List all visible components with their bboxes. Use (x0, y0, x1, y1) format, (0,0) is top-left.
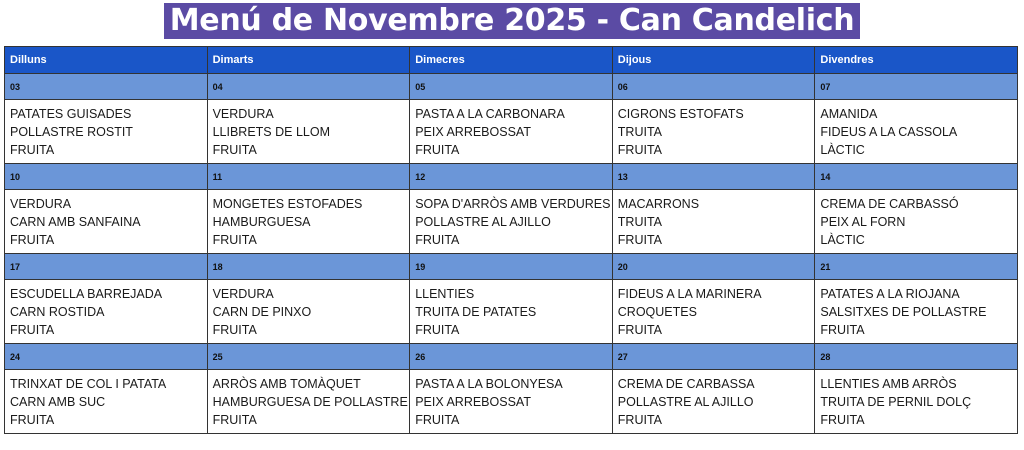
dish-item: TRUITA DE PERNIL DOLÇ (820, 394, 972, 409)
dish-item: CIGRONS ESTOFATS (617, 106, 744, 121)
dish-item: FRUITA (415, 232, 460, 247)
meal-cell (612, 370, 815, 434)
dish-item: FRUITA (820, 412, 865, 427)
dish-item: CREMA DE CARBASSA (617, 376, 755, 391)
dish-item: FRUITA (820, 322, 865, 337)
dish-item: FRUITA (415, 142, 460, 157)
meal-cell (815, 100, 1018, 164)
dish-item: FRUITA (212, 322, 257, 337)
dish-item: FRUITA (617, 322, 662, 337)
dish-item: CARN AMB SANFAINA (10, 214, 141, 229)
date-cell: 07 (815, 74, 1018, 100)
dish-item: CARN AMB SUC (10, 394, 106, 409)
dish-item: FRUITA (415, 412, 460, 427)
dish-item: HAMBURGUESA (212, 214, 311, 229)
dish-item: FRUITA (212, 232, 257, 247)
date-cell: 03 (5, 74, 208, 100)
dish-item: FRUITA (10, 412, 55, 427)
menu-table (4, 46, 1018, 434)
page-title: Menú de Novembre 2025 - Can Candelich (164, 3, 861, 39)
dish-item: FRUITA (617, 232, 662, 247)
meal-cell (207, 100, 410, 164)
dish-item: FRUITA (10, 142, 55, 157)
date-cell: 17 (5, 254, 208, 280)
dish-item: ARRÒS AMB TOMÀQUET (212, 376, 361, 391)
date-cell: 28 (815, 344, 1018, 370)
day-header: Divendres (815, 47, 1018, 74)
dish-item: PEIX ARREBOSSAT (415, 394, 531, 409)
dish-item: FIDEUS A LA CASSOLA (820, 124, 958, 139)
meal-cell (815, 280, 1018, 344)
dish-item: FRUITA (617, 412, 662, 427)
meal-cell (5, 100, 208, 164)
meal-cell (207, 370, 410, 434)
dish-item: LLENTIES (415, 286, 475, 301)
dish-item: POLLASTRE AL AJILLO (617, 394, 754, 409)
dish-item: PEIX ARREBOSSAT (415, 124, 531, 139)
dish-item: CROQUETES (617, 304, 697, 319)
meal-cell (612, 190, 815, 254)
dish-item: SOPA D'ARRÒS AMB VERDURES (415, 196, 611, 211)
meal-row (5, 100, 1018, 164)
day-header: Dimarts (207, 47, 410, 74)
date-cell: 26 (410, 344, 613, 370)
meal-cell (815, 190, 1018, 254)
dish-item: CARN ROSTIDA (10, 304, 105, 319)
meal-cell (207, 280, 410, 344)
dish-item: TRUITA (617, 214, 662, 229)
dish-item: FRUITA (10, 322, 55, 337)
meal-cell (410, 280, 613, 344)
dish-item: PEIX AL FORN (820, 214, 906, 229)
dish-item: PATATES GUISADES (10, 106, 132, 121)
day-header: Dijous (612, 47, 815, 74)
date-cell: 04 (207, 74, 410, 100)
date-cell: 20 (612, 254, 815, 280)
dish-item: MONGETES ESTOFADES (212, 196, 363, 211)
dish-item: PASTA A LA CARBONARA (415, 106, 565, 121)
dish-item: VERDURA (212, 106, 274, 121)
dish-item: FRUITA (212, 142, 257, 157)
dish-item: CARN DE PINXO (212, 304, 312, 319)
day-header: Dilluns (5, 47, 208, 74)
date-cell: 12 (410, 164, 613, 190)
date-cell: 05 (410, 74, 613, 100)
dish-item: LLENTIES AMB ARRÒS (820, 376, 957, 391)
date-cell: 11 (207, 164, 410, 190)
date-cell: 19 (410, 254, 613, 280)
dish-item: AMANIDA (820, 106, 878, 121)
meal-cell (612, 100, 815, 164)
dish-item: HAMBURGUESA DE POLLASTRE (212, 394, 408, 409)
date-cell: 25 (207, 344, 410, 370)
dish-item: TRUITA (617, 124, 662, 139)
dish-item: FRUITA (617, 142, 662, 157)
day-header: Dimecres (410, 47, 613, 74)
date-cell: 06 (612, 74, 815, 100)
menu-body (5, 74, 1018, 434)
dish-item: TRUITA DE PATATES (415, 304, 537, 319)
dish-item: FRUITA (212, 412, 257, 427)
date-row (5, 344, 1018, 370)
meal-row (5, 370, 1018, 434)
meal-cell (815, 370, 1018, 434)
dish-item: CREMA DE CARBASSÓ (820, 196, 959, 211)
date-cell: 18 (207, 254, 410, 280)
date-cell: 27 (612, 344, 815, 370)
dish-item: FIDEUS A LA MARINERA (617, 286, 762, 301)
meal-row (5, 280, 1018, 344)
meal-cell (5, 190, 208, 254)
date-cell: 10 (5, 164, 208, 190)
date-row (5, 254, 1018, 280)
date-cell: 24 (5, 344, 208, 370)
meal-cell (410, 370, 613, 434)
dish-item: PATATES A LA RIOJANA (820, 286, 960, 301)
dish-item: TRINXAT DE COL I PATATA (10, 376, 167, 391)
meal-cell (5, 370, 208, 434)
dish-item: FRUITA (415, 322, 460, 337)
dish-item: VERDURA (10, 196, 72, 211)
meal-cell (612, 280, 815, 344)
dish-item: SALSITXES DE POLLASTRE (820, 304, 987, 319)
title-wrap (0, 3, 1024, 41)
meal-cell (207, 190, 410, 254)
dish-item: VERDURA (212, 286, 274, 301)
dish-item: LÀCTIC (820, 232, 865, 247)
dish-item: MACARRONS (617, 196, 700, 211)
dish-item: FRUITA (10, 232, 55, 247)
dish-item: ESCUDELLA BARREJADA (10, 286, 163, 301)
meal-cell (5, 280, 208, 344)
date-cell: 13 (612, 164, 815, 190)
dish-item: PASTA A LA BOLONYESA (415, 376, 563, 391)
date-row (5, 164, 1018, 190)
dish-item: LÀCTIC (820, 142, 865, 157)
meal-cell (410, 100, 613, 164)
day-header-row (5, 47, 1018, 74)
date-cell: 14 (815, 164, 1018, 190)
meal-cell (410, 190, 613, 254)
date-row (5, 74, 1018, 100)
meal-row (5, 190, 1018, 254)
dish-item: POLLASTRE ROSTIT (10, 124, 133, 139)
date-cell: 21 (815, 254, 1018, 280)
dish-item: LLIBRETS DE LLOM (212, 124, 330, 139)
dish-item: POLLASTRE AL AJILLO (415, 214, 551, 229)
